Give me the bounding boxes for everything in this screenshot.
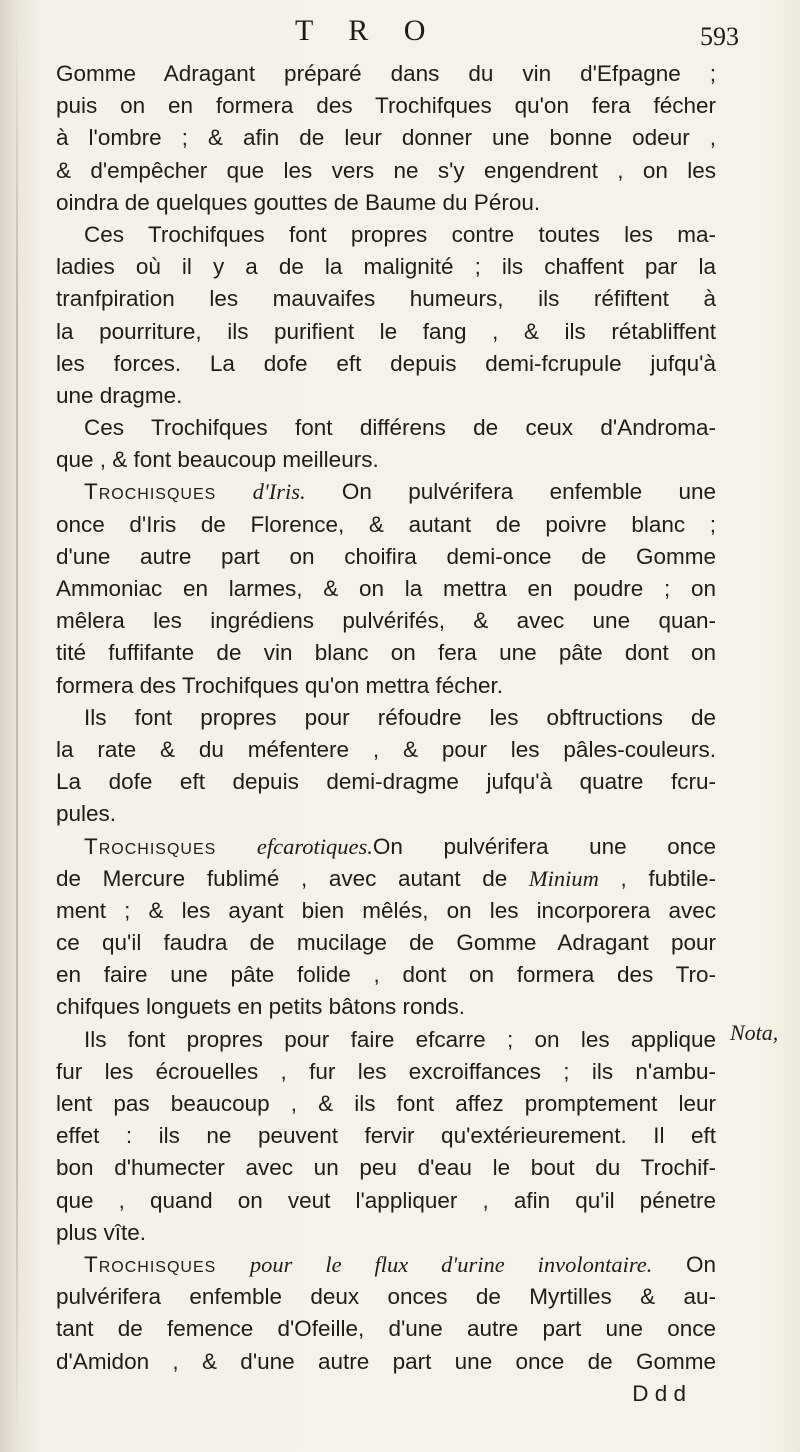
text-line xyxy=(56,1249,716,1281)
text-line: & d'empêcher que les vers ne s'y engendrent , on les xyxy=(56,157,716,183)
text-line: les forces. La dofe eft depuis demi-fcrupule jufqu'à xyxy=(56,350,716,376)
entry-heading: Trochisques xyxy=(84,479,217,505)
text-line: ladies où il y a de la malignité ; ils chaffent par la xyxy=(56,254,716,280)
text-line: que , & font beaucoup meilleurs. xyxy=(56,447,379,473)
main-text xyxy=(56,58,716,1410)
entry-lead-text: On pulvérifera enfemble une xyxy=(305,479,716,505)
entry-lead-text: On xyxy=(652,1251,716,1277)
text-line: tité fuffifante de vin blanc on fera une pâte dont on xyxy=(56,640,716,666)
text-line: une dragme. xyxy=(56,382,183,408)
entry-heading: Trochisques xyxy=(84,1251,217,1277)
page-header xyxy=(0,12,800,62)
text-line: once d'Iris de Florence, & autant de poivre blanc ; xyxy=(56,511,716,537)
text-line: Ammoniac en larmes, & on la mettra en poudre ; on xyxy=(56,576,716,601)
text-line: d'Amidon , & d'une autre part une once de Gomme xyxy=(56,1348,716,1374)
text-line: Gomme Adragant préparé dans du vin d'Efpagne ; xyxy=(56,61,716,86)
text-line: oindra de quelques gouttes de Baume du Pérou. xyxy=(56,189,541,215)
text-line: tant de femence d'Ofeille, d'une autre part une once xyxy=(56,1316,716,1342)
text-line: ce qu'il faudra de mucilage de Gomme Adragant pour xyxy=(56,930,716,956)
page-number: 593 xyxy=(700,22,739,51)
margin-note: Nota, xyxy=(730,1020,779,1045)
text-line: la rate & du méfentere , & pour les pâles-couleurs. xyxy=(56,736,716,762)
text-line: plus vîte. xyxy=(56,1219,147,1245)
text-fragment: de Mercure fublimé , avec autant de xyxy=(56,865,508,891)
text-line: ment ; & les ayant bien mêlés, on les incorporera avec xyxy=(56,897,716,923)
text-line: Ces Trochifques font propres contre toutes les ma- xyxy=(84,221,716,247)
text-line xyxy=(56,476,716,508)
gutter-shadow xyxy=(16,20,18,1440)
text-fragment: , fubtile- xyxy=(598,865,716,891)
text-line: Ces Trochifques font différens de ceux d'Androma- xyxy=(84,415,716,441)
italic-term: Minium xyxy=(528,865,599,891)
text-line: effet : ils ne peuvent fervir qu'extérieurement. Il eft xyxy=(56,1123,716,1149)
text-line: la pourriture, ils purifient le fang , & ils rétabliffent xyxy=(56,318,716,344)
entry-subheading: efcarotiques. xyxy=(256,833,373,859)
text-line xyxy=(56,831,716,863)
text-line: que , quand on veut l'appliquer , afin qu'il pénetre xyxy=(56,1187,716,1213)
text-line: formera des Trochifques qu'on mettra fécher. xyxy=(56,672,504,698)
text-line: tranfpiration les mauvaifes humeurs, ils réfiftent à xyxy=(56,286,716,312)
text-line: pulvérifera enfemble deux onces de Myrtilles & au- xyxy=(56,1284,716,1310)
text-line: mêlera les ingrédiens pulvérifés, & avec une quan- xyxy=(56,608,716,634)
running-head: T R O xyxy=(295,14,440,47)
text-line: d'une autre part on choifira demi-once de Gomme xyxy=(56,543,716,569)
text-line: Ils font propres pour réfoudre les obftructions de xyxy=(84,704,716,730)
text-line xyxy=(56,863,716,895)
entry-subheading: d'Iris. xyxy=(252,479,306,505)
text-line: Ils font propres pour faire efcarre ; on les applique xyxy=(84,1026,716,1052)
text-line: fur les écrouelles , fur les excroiffances ; ils n'ambu- xyxy=(56,1058,716,1084)
text-line: La dofe eft depuis demi-dragme jufqu'à quatre fcru- xyxy=(56,769,716,795)
entry-heading: Trochisques xyxy=(84,833,217,859)
entry-lead-text: On pulvérifera une once xyxy=(372,833,716,859)
catchword: D d d xyxy=(632,1380,686,1406)
text-line: à l'ombre ; & afin de leur donner une bonne odeur , xyxy=(56,125,716,151)
text-line: bon d'humecter avec un peu d'eau le bout du Trochif- xyxy=(56,1155,716,1181)
text-line: puis on en formera des Trochifques qu'on fera fécher xyxy=(56,93,716,119)
entry-subheading: pour le flux d'urine involontaire. xyxy=(249,1251,653,1277)
text-line: lent pas beaucoup , & ils font affez promptement leur xyxy=(56,1091,716,1116)
text-line: chifques longuets en petits bâtons ronds. xyxy=(56,994,466,1020)
text-line: pules. xyxy=(56,801,117,827)
text-line: en faire une pâte folide , dont on formera des Tro- xyxy=(56,962,716,988)
